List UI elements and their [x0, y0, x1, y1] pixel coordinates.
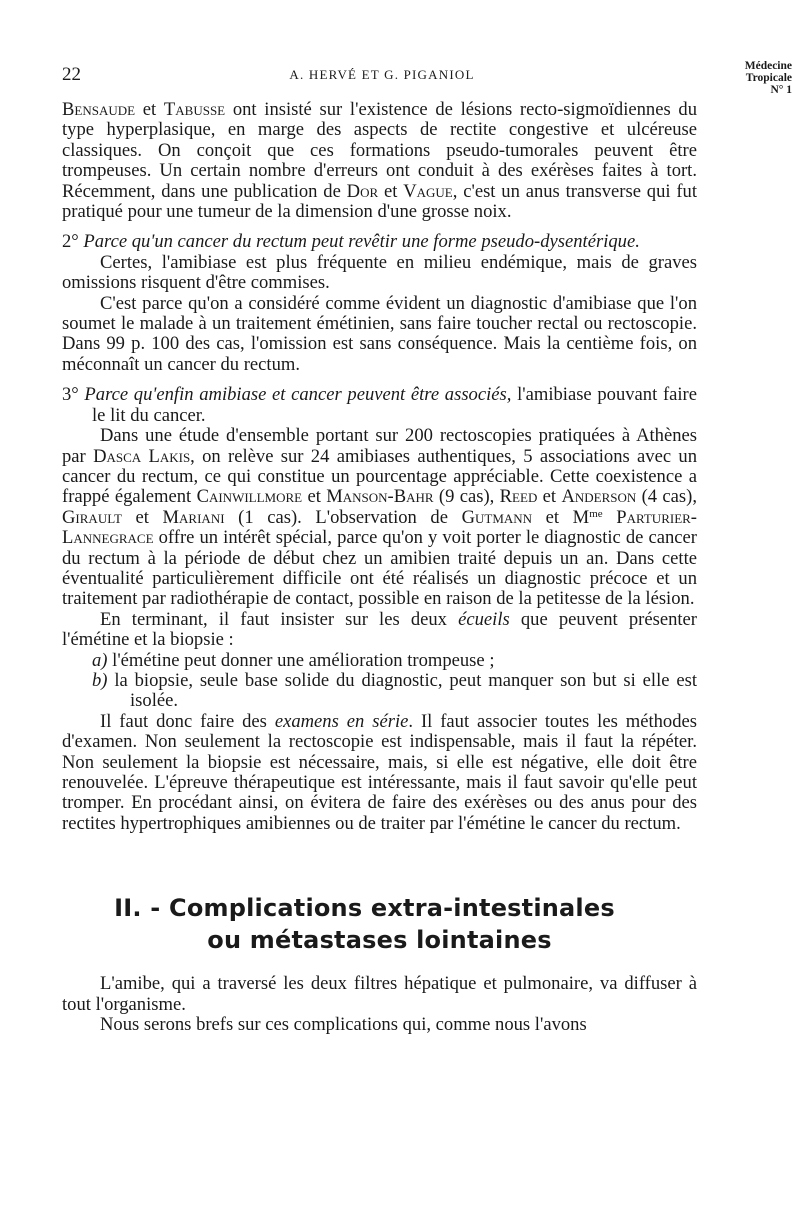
author-name: Parturier-Lannegrace	[62, 506, 698, 549]
list-text: la biopsie, seule base solide du diagnostic, peut manquer son but si elle est isolée.	[107, 669, 697, 712]
point-title: Parce qu'enfin amibiase et cancer peuvent être associés,	[84, 384, 512, 406]
paragraph-6	[62, 712, 697, 834]
text-run: et	[302, 486, 327, 508]
point-number: 3°	[62, 384, 79, 406]
journal-line-1: Médecine	[744, 60, 792, 72]
text-run: et	[378, 180, 404, 202]
author-name: Cainwillmore	[196, 486, 303, 508]
text-run: et M	[532, 506, 590, 528]
journal-label	[712, 60, 792, 96]
page-number: 22	[62, 64, 81, 85]
text-run: Dans une étude d'ensemble portant sur 200 rectoscopies pratiquées à Athènes par	[62, 425, 697, 467]
section-spacer	[62, 834, 697, 892]
author-name: Manson-Bahr	[326, 486, 434, 508]
text-run: l'amibiase pouvant faire le lit du cancer.	[92, 384, 697, 426]
point-2	[62, 232, 697, 252]
point-3	[62, 385, 697, 426]
author-name: Bensaude	[62, 99, 136, 120]
text-run: et	[121, 506, 163, 528]
emphasis: examens en série	[274, 710, 409, 732]
paragraph-3: C'est parce qu'on a considéré comme évident un diagnostic d'amibiase que l'on soumet le malade à un traitement émétinien, sans faire toucher rectal ou rectoscopie. Dans 99 p. 100 des cas, l'omission est sans conséquence. Mais la centième fois, on méconnaît un cancer du rectum.	[62, 292, 697, 375]
section-heading-line-1: II. - Complications extra-intestinales	[114, 894, 615, 923]
text-run	[603, 507, 617, 528]
text-run: Il faut donc faire des	[100, 710, 275, 732]
emphasis: écueils	[458, 608, 510, 630]
author-name: Anderson	[561, 486, 637, 508]
text-run: et	[135, 99, 164, 120]
superscript: me	[589, 507, 603, 520]
paragraph-7: L'amibe, qui a traversé les deux filtres hépatique et pulmonaire, va diffuser à tout l'organisme.	[62, 973, 697, 1015]
article-body	[62, 100, 697, 1035]
section-heading	[62, 892, 697, 956]
point-number: 2°	[62, 231, 79, 253]
paragraph-1	[62, 100, 697, 222]
author-name: Dor	[346, 180, 379, 202]
author-name: Tabusse	[163, 99, 226, 120]
text-run: . Il faut associer toutes les méthodes d'examen. Non seulement la rectoscopie est indispensable, mais il faut la répéter. Non seulement la biopsie est nécessaire, mais, si elle est négative, elle doit être renouvelée. L'épreuve thérapeutique est intéressante, mais il faut savoir qu'elle peut tromper. En procédant ainsi, on évitera de faire des exérèses ou des anus pour des rectites hypertrophiques amibiennes ou de traiter par l'émétine le cancer du rectum.	[62, 710, 697, 834]
list-label: b)	[92, 669, 108, 691]
list-item-b	[62, 671, 697, 712]
author-name: Gutmann	[461, 506, 533, 528]
text-run: (9 cas),	[433, 486, 500, 508]
text-run: (4 cas),	[636, 486, 698, 508]
page-header	[62, 62, 702, 92]
author-name: Girault	[62, 506, 122, 528]
author-name: Mariani	[162, 506, 225, 528]
running-title: A. HERVÉ ET G. PIGANIOL	[289, 67, 475, 82]
text-run: offre un intérêt spécial, parce qu'on y voit porter le diagnostic de cancer du rectum à la période de début chez un amibien traité depuis un an. Dans cette éventualité particulièrement difficile ont été réalisés un diagnostic précoce et un traitement par radiothérapie de contact, possible en raison de la petitesse de la lésion.	[62, 527, 697, 610]
text-run: que peuvent présenter l'émétine et la biopsie :	[62, 608, 698, 651]
author-name: Dasca Lakis	[93, 445, 191, 467]
text-run: En terminant, il faut insister sur les deux	[100, 608, 459, 630]
text-run: , c'est un anus transverse qui fut pratiqué pour une tumeur de la dimension d'une grosse noix.	[62, 180, 697, 223]
paragraph-5	[62, 610, 697, 651]
author-name: Vague	[403, 180, 453, 202]
journal-line-3: N° 1	[770, 84, 792, 96]
journal-line-2: Tropicale	[745, 72, 792, 84]
text-run: , on relève sur 24 amibiases authentiques, 5 associations avec un cancer du rectum, ce qui constitue un pourcentage appréciable. Cette coexistence a frappé également	[62, 445, 697, 508]
paragraph-8: Nous serons brefs sur ces complications qui, comme nous l'avons	[100, 1014, 587, 1036]
text-run: ont insisté sur l'existence de lésions recto-sigmoïdiennes du type hyperplasique, en marge des aspects de rectite congestive et ulcéreuse classiques. On conçoit que ces formations pseudo-tumorales peuvent être trompeuses. Un certain nombre d'erreurs ont conduit à des exérèses faites à tort. Récemment, dans une publication de	[62, 99, 697, 202]
list-label: a)	[92, 649, 108, 671]
text-run: et	[537, 486, 562, 508]
author-name: Reed	[499, 486, 538, 508]
section-heading-line-2: ou métastases lointaines	[207, 926, 552, 955]
list-text: l'émétine peut donner une amélioration trompeuse ;	[107, 649, 495, 671]
paragraph-2: Certes, l'amibiase est plus fréquente en milieu endémique, mais de graves omissions risquent d'être commises.	[62, 251, 697, 294]
paragraph-4	[62, 426, 697, 610]
point-title: Parce qu'un cancer du rectum peut revêtir une forme pseudo-dysentérique.	[83, 231, 640, 253]
text-run: (1 cas). L'observation de	[224, 506, 462, 528]
list-item-a	[62, 651, 697, 671]
